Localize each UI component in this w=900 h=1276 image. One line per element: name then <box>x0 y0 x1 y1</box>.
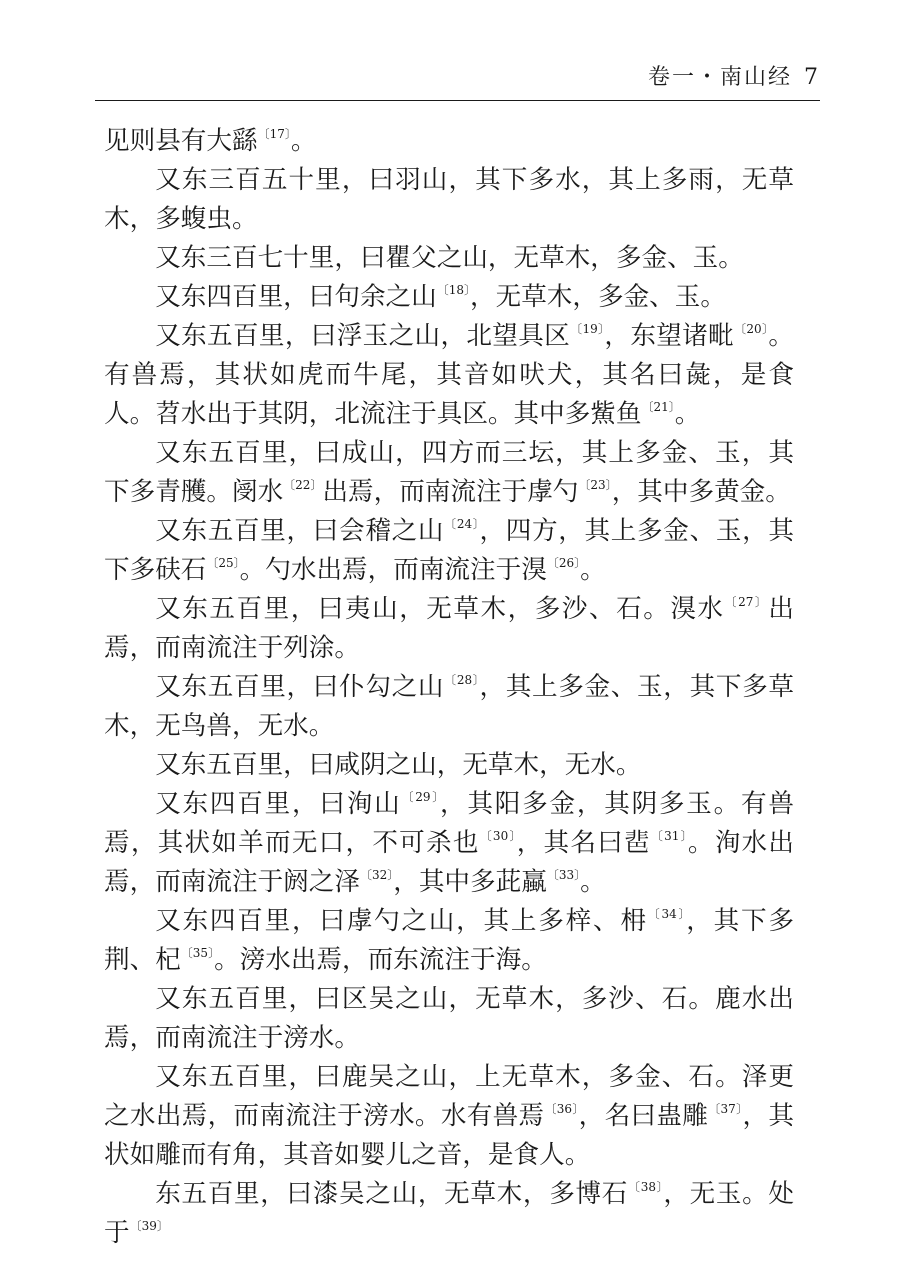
paragraph <box>104 512 794 590</box>
text-run: ，其阳多金，其阴多玉。有兽焉，其状如羊而无口，不可杀也 <box>104 789 794 858</box>
paragraph <box>104 590 794 668</box>
chapter-title: 卷一・南山经 <box>647 65 792 90</box>
footnote-marker: 〔34〕 <box>647 907 687 921</box>
paragraph <box>104 239 794 278</box>
footnote-marker: 〔23〕 <box>578 478 612 492</box>
paragraph <box>104 161 794 239</box>
footnote-marker: 〔25〕 <box>206 556 240 570</box>
text-run: 又东三百七十里，曰瞿父之山，无草木，多金、玉。 <box>155 243 744 273</box>
text-run: ，名曰蛊雕 <box>578 1101 709 1131</box>
text-run: 。滂水出焉，而东流注于海。 <box>214 945 547 975</box>
text-run: ，东望诸毗 <box>604 321 735 351</box>
paragraph <box>104 1175 794 1253</box>
footnote-marker: 〔36〕 <box>544 1102 579 1116</box>
text-run: 。勺水出焉，而南流注于湨 <box>239 555 547 585</box>
text-run: 。 <box>580 555 606 585</box>
text-run: 。洵水出焉，而南流注于阏之泽 <box>104 828 794 897</box>
paragraph <box>104 434 794 512</box>
text-run: 见则县有大繇 <box>104 126 258 156</box>
text-run: 又东五百里，曰区吴之山，无草木，多沙、石。鹿水出焉，而南流注于滂水。 <box>104 984 794 1053</box>
text-run: 。有兽焉，其状如虎而牛尾，其音如吠犬，其名曰彘，是食人。苕水出于其阴，北流注于具区。其中多鮆鱼 <box>104 321 794 429</box>
text-run: 又东五百里，曰浮玉之山，北望具区 <box>155 321 571 351</box>
text-run: ，其上多金、玉，其下多草木，无鸟兽，无水。 <box>104 672 794 741</box>
footnote-marker: 〔37〕 <box>708 1102 743 1116</box>
page-number: 7 <box>804 65 820 90</box>
text-run: 又东五百里，曰成山，四方而三坛，其上多金、玉，其下多青雘。阌水 <box>104 438 794 507</box>
text-run: 又东五百里，曰会稽之山 <box>155 516 445 546</box>
text-run: ，其状如雕而有角，其音如婴儿之音，是食人。 <box>104 1101 794 1170</box>
paragraph <box>104 122 794 161</box>
footnote-marker: 〔26〕 <box>546 556 581 570</box>
text-run: 又东四百里，曰虖勺之山，其上多梓、枏 <box>155 906 648 936</box>
text-run: 又东五百里，曰夷山，无草木，多沙、石。湨水 <box>155 594 725 624</box>
text-run: ，无玉。处于 <box>104 1179 794 1248</box>
paragraph <box>104 785 794 902</box>
text-run: ，其名曰𩇯 <box>516 828 651 858</box>
text-run: ，四方，其上多金、玉，其下多砆石 <box>104 516 794 585</box>
text-run: 又东四百里，曰句余之山 <box>155 282 437 312</box>
text-run: 东五百里，曰漆吴之山，无草木，多博石 <box>155 1179 629 1209</box>
footnote-marker: 〔19〕 <box>570 322 605 336</box>
text-run: 又东四百里，曰洵山 <box>155 789 402 819</box>
footnote-marker: 〔29〕 <box>401 790 441 804</box>
paragraph <box>104 980 794 1058</box>
paragraph <box>104 668 794 746</box>
paragraph <box>104 278 794 317</box>
header-rule <box>95 100 820 101</box>
text-run: 又东三百五十里，曰羽山，其下多水，其上多雨，无草木，多蝮虫。 <box>104 165 794 234</box>
footnote-marker: 〔27〕 <box>724 595 769 609</box>
text-run: ，其中多茈蠃 <box>393 867 547 897</box>
text-run: 又东五百里，曰鹿吴之山，上无草木，多金、石。泽更之水出焉，而南流注于滂水。水有兽焉 <box>104 1062 794 1131</box>
footnote-marker: 〔28〕 <box>444 673 480 687</box>
text-run: ，无草木，多金、玉。 <box>470 282 726 312</box>
footnote-marker: 〔20〕 <box>734 322 769 336</box>
text-run: 。 <box>674 399 701 429</box>
footnote-marker: 〔33〕 <box>546 868 581 882</box>
running-header <box>648 60 820 91</box>
text-run: ，其中多黄金。 <box>611 477 791 507</box>
footnote-marker: 〔30〕 <box>479 829 517 843</box>
footnote-marker: 〔32〕 <box>359 868 394 882</box>
paragraph <box>104 317 794 434</box>
footnote-marker: 〔31〕 <box>650 829 688 843</box>
text-run: 又东五百里，曰仆勾之山 <box>155 672 445 702</box>
paragraph <box>104 746 794 785</box>
body-text <box>104 122 794 1253</box>
footnote-marker: 〔35〕 <box>180 946 215 960</box>
footnote-marker: 〔21〕 <box>641 400 675 414</box>
footnote-marker: 〔24〕 <box>444 517 480 531</box>
footnote-marker: 〔22〕 <box>283 478 323 492</box>
text-run: 。 <box>290 126 317 156</box>
paragraph <box>104 1058 794 1175</box>
text-run: 。 <box>580 867 606 897</box>
footnote-marker: 〔18〕 <box>436 283 471 297</box>
footnote-marker: 〔17〕 <box>257 127 291 141</box>
footnote-marker: 〔38〕 <box>628 1180 664 1194</box>
text-run: 出焉，而南流注于虖勺 <box>322 477 579 507</box>
text-run: 出焉，而南流注于列涂。 <box>104 594 794 663</box>
text-run: 又东五百里，曰咸阴之山，无草木，无水。 <box>155 750 642 780</box>
text-run: ，其下多荆、杞 <box>104 906 794 975</box>
paragraph <box>104 902 794 980</box>
footnote-marker: 〔39〕 <box>129 1219 169 1233</box>
